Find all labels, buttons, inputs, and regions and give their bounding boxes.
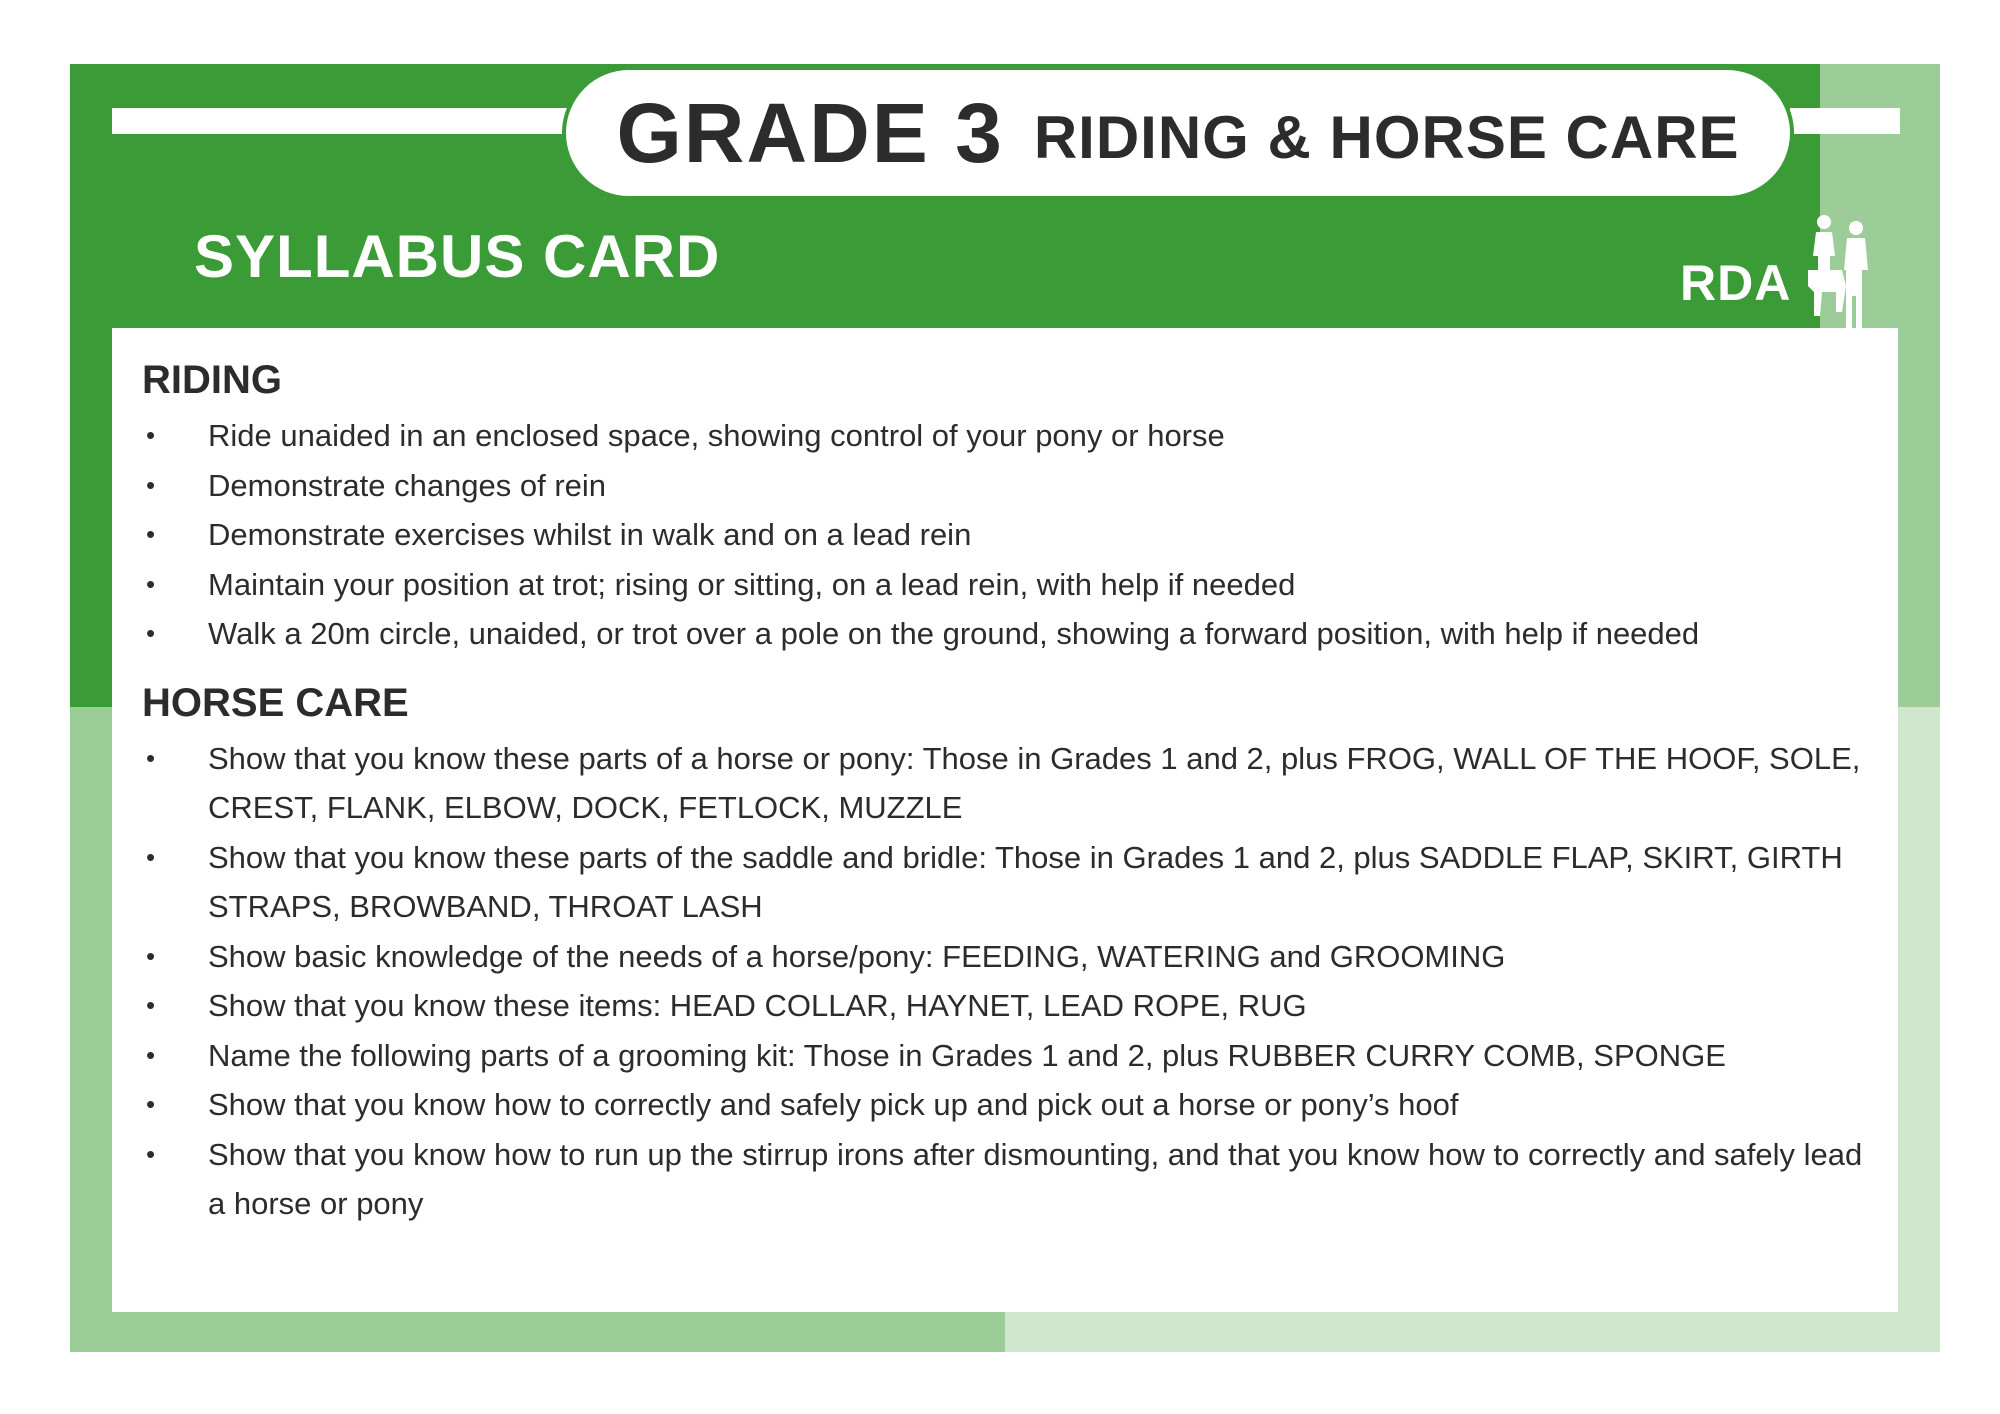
header-rule-right: [1790, 108, 1900, 134]
list-item: [142, 981, 1898, 1031]
bullet-dot: •: [146, 940, 156, 971]
rider-and-helper-figures-icon: [1802, 212, 1874, 332]
list-item: [142, 411, 1898, 461]
bullet-dot: •: [146, 841, 156, 872]
bullet-dot: •: [146, 990, 156, 1020]
list-item-text: Show that you know these items: HEAD COLLAR, HAYNET, LEAD ROPE, RUG: [208, 988, 1307, 1023]
list-item: [142, 461, 1898, 511]
syllabus-card: [70, 64, 1940, 1352]
list-item: [142, 932, 1898, 982]
bullet-dot: •: [146, 618, 156, 648]
list-item: [142, 510, 1898, 560]
bullet-dot: •: [146, 519, 156, 549]
list-item: [142, 1031, 1898, 1081]
list-item: [142, 1080, 1898, 1130]
title-banner: [562, 66, 1794, 200]
bullet-dot: •: [146, 568, 156, 599]
bullet-dot: •: [146, 1089, 156, 1119]
bullet-dot: •: [146, 420, 156, 450]
riding-list: [142, 411, 1898, 659]
grade-title: GRADE 3: [616, 85, 1004, 180]
list-item-text: Name the following parts of a grooming kit: Those in Grades 1 and 2, plus RUBBER CURRY COMB, SPONGE: [208, 1037, 1726, 1073]
list-item: [142, 560, 1898, 610]
list-item-text: Maintain your position at trot; rising or sitting, on a lead rein, with help if needed: [208, 566, 1296, 602]
bullet-dot: •: [146, 1039, 156, 1070]
logo-text: RDA: [1680, 255, 1792, 311]
rda-logo: [1680, 212, 1880, 332]
bullet-dot: •: [146, 742, 156, 773]
bullet-dot: •: [146, 1138, 156, 1169]
list-item: [142, 734, 1898, 833]
header-rule-left: [112, 108, 632, 134]
list-item-text: Show that you know how to correctly and safely pick up and pick out a horse or pony’s hoof: [208, 1087, 1459, 1122]
list-item: [142, 833, 1898, 932]
list-item-text: Ride unaided in an enclosed space, showing control of your pony or horse: [208, 418, 1225, 453]
list-item-text: Show that you know these parts of a horse or pony: Those in Grades 1 and 2, plus FROG, WALL OF THE HOOF, SOLE, CREST, FLANK, ELBOW, DOCK, FETLOCK, MUZZLE: [208, 740, 1861, 825]
horse-care-heading: HORSE CARE: [142, 680, 409, 725]
riding-heading: RIDING: [142, 358, 282, 402]
list-item-text: Show basic knowledge of the needs of a horse/pony: FEEDING, WATERING and GROOMING: [208, 938, 1506, 974]
list-item-text: Show that you know these parts of the saddle and bridle: Those in Grades 1 and 2, plus SADDLE FLAP, SKIRT, GIRTH STRAPS, BROWBAND, THROAT LASH: [208, 839, 1843, 924]
bullet-dot: •: [146, 469, 156, 500]
list-item-text: Demonstrate exercises whilst in walk and on a lead rein: [208, 517, 972, 552]
list-item: [142, 1130, 1898, 1229]
course-title: RIDING & HORSE CARE: [1033, 103, 1740, 171]
content-panel: [112, 328, 1898, 1312]
list-item-text: Show that you know how to run up the stirrup irons after dismounting, and that you know how to correctly and safely lead a horse or pony: [208, 1136, 1863, 1221]
card-subtitle: SYLLABUS CARD: [194, 223, 721, 290]
list-item: [142, 609, 1898, 659]
horse-care-list: [142, 734, 1898, 1229]
list-item-text: Demonstrate changes of rein: [208, 467, 607, 503]
list-item-text: Walk a 20m circle, unaided, or trot over a pole on the ground, showing a forward position, with help if needed: [208, 616, 1700, 651]
